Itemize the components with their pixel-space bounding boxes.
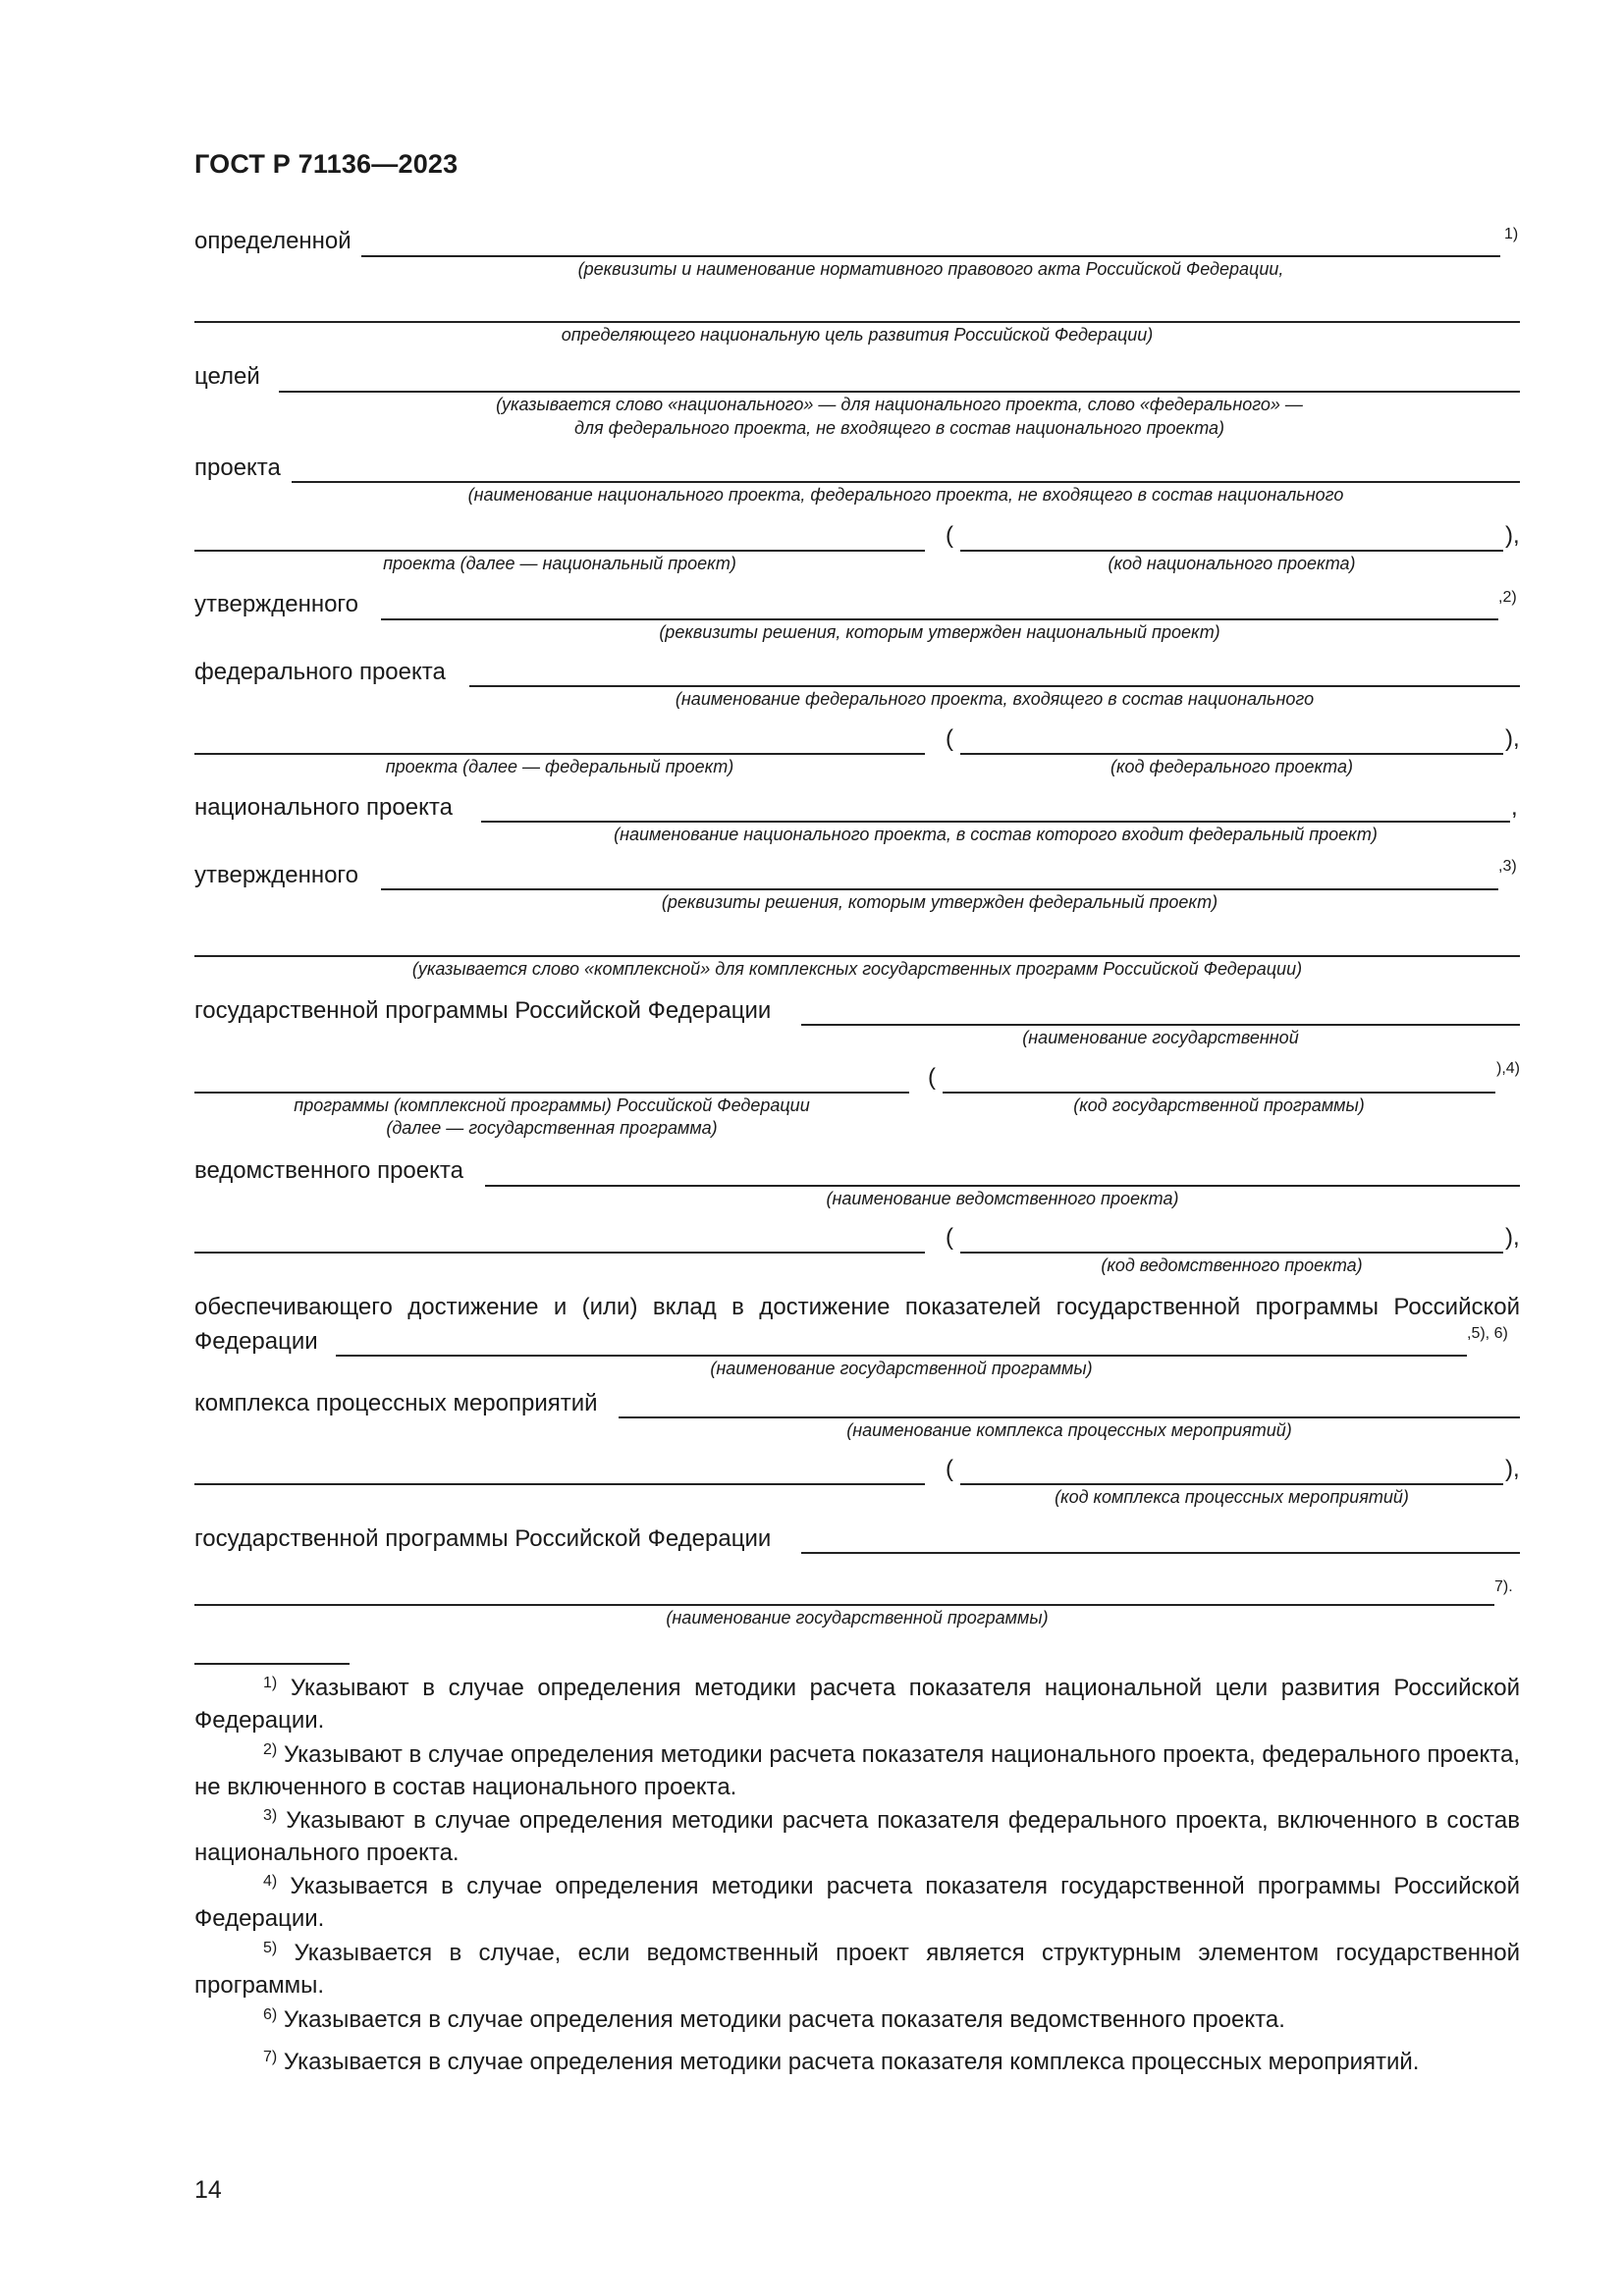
footnote-2: $^{2)}$ Указывают в случае определения методики расчета показателя национального проекта, федерального проекта, не включенного в состав национального проекта.	[194, 1741, 1521, 1800]
footnote-ref-3: ,3)	[1498, 858, 1517, 875]
caption-federal-project-name: (наименование федерального проекта, входящего в состав национального	[675, 689, 1315, 709]
label-federal-project: федерального проекта	[194, 659, 446, 685]
footnote-ref-4: ),4)	[1496, 1060, 1520, 1077]
footnote-7: $^{7)}$ Указывается в случае определения методики расчета показателя комплекса процессных мероприятий.	[263, 2049, 1420, 2075]
caption-departmental-project-code: (код ведомственного проекта)	[1101, 1255, 1363, 1275]
footnote-ref-7: 7).	[1494, 1578, 1513, 1595]
caption-departmental-project: (наименование ведомственного проекта)	[826, 1189, 1179, 1208]
paren-close: ),	[1505, 725, 1520, 752]
caption-national-project-name: (наименование национального проекта, федерального проекта, не входящего в состав национального	[467, 485, 1344, 505]
caption-national-project: проекта (далее — национальный проект)	[383, 554, 736, 573]
label-proekta: проекта	[194, 454, 281, 481]
paren-close: ),	[1505, 1456, 1520, 1482]
label-departmental-project: ведомственного проекта	[194, 1157, 463, 1184]
caption-state-program-code: (код государственной программы)	[1073, 1095, 1365, 1115]
caption-legal-act: (реквизиты и наименование нормативного правового акта Российской Федерации,	[577, 259, 1284, 279]
comma: ,	[1511, 794, 1518, 821]
paren-open: (	[946, 522, 953, 549]
caption-national-project-code: (код национального проекта)	[1108, 554, 1356, 573]
caption-complex-word: (указывается слово «комплексной» для комплексных государственных программ Российской Федерации)	[411, 959, 1303, 979]
caption-federal-project-code: (код федерального проекта)	[1110, 757, 1353, 776]
caption-national-goal: определяющего национальную цель развития Российской Федерации)	[561, 325, 1154, 345]
caption-project-type-1: (указывается слово «национального» — для национального проекта, слово «федерального» —	[496, 395, 1303, 414]
label-federatsii: Федерации	[194, 1328, 318, 1355]
field-process-complex-name-cont[interactable]	[194, 1483, 925, 1485]
caption-parent-state-program: (наименование государственной программы)	[666, 1608, 1049, 1628]
text-ensuring-achievement: обеспечивающего достижение и (или) вклад в достижение показателей государственной программы Российской	[194, 1294, 1520, 1320]
paren-open: (	[946, 1224, 953, 1251]
caption-parent-national-project: (наименование национального проекта, в состав которого входит федеральный проект)	[614, 825, 1378, 844]
label-state-program-2: государственной программы Российской Федерации	[194, 1525, 772, 1552]
caption-state-program-2: (далее — государственная программа)	[386, 1118, 718, 1138]
label-tseley: целей	[194, 363, 260, 390]
footnote-ref-1: 1)	[1504, 226, 1519, 242]
label-utverzhdennogo: утвержденного	[194, 591, 359, 617]
label-opredelennoy: определенной	[194, 228, 352, 254]
footnote-5: $^{5)}$ Указывается в случае, если ведомственный проект является структурным элементом государственной программы.	[194, 1940, 1521, 1999]
caption-state-program-name: (наименование государственной	[1022, 1028, 1299, 1047]
document-header: ГОСТ Р 71136—2023	[194, 149, 459, 179]
paren-open: (	[946, 1456, 953, 1482]
paren-open: (	[946, 725, 953, 752]
footnote-ref-2: ,2)	[1498, 589, 1517, 606]
paren-close: ),	[1505, 1224, 1520, 1251]
caption-process-complex: (наименование комплекса процессных мероприятий)	[846, 1420, 1292, 1440]
caption-federal-approval: (реквизиты решения, которым утвержден федеральный проект)	[661, 892, 1218, 912]
footnote-ref-5-6: ,5), 6)	[1467, 1325, 1508, 1342]
caption-process-complex-code: (код комплекса процессных мероприятий)	[1055, 1487, 1409, 1507]
caption-ensuring-state-program: (наименование государственной программы)	[710, 1359, 1093, 1378]
footnote-6: $^{6)}$ Указывается в случае определения методики расчета показателя ведомственного проекта.	[263, 2006, 1285, 2033]
label-state-program: государственной программы Российской Федерации	[194, 997, 772, 1024]
footnote-1: $^{1)}$ Указывают в случае определения методики расчета показателя национальной цели развития Российской Федерации.	[194, 1675, 1520, 1734]
footnote-4: $^{4)}$ Указывается в случае определения методики расчета показателя государственной программы Российской Федерации.	[194, 1873, 1520, 1932]
caption-national-approval: (реквизиты решения, которым утвержден национальный проект)	[659, 622, 1220, 642]
paren-open: (	[928, 1064, 936, 1091]
field-parent-state-program[interactable]	[801, 1552, 1520, 1554]
field-departmental-project-name-cont[interactable]	[194, 1252, 925, 1254]
label-utverzhdennogo-2: утвержденного	[194, 862, 359, 888]
caption-federal-project: проекта (далее — федеральный проект)	[385, 757, 734, 776]
footnote-3: $^{3)}$ Указывают в случае определения методики расчета показателя федерального проекта, включенного в состав национального проекта.	[194, 1807, 1520, 1866]
paren-close: ),	[1505, 522, 1520, 549]
footnote-separator	[194, 1663, 350, 1665]
caption-state-program-1: программы (комплексной программы) Российской Федерации	[294, 1095, 810, 1115]
label-national-project: национального проекта	[194, 794, 453, 821]
page-number: 14	[194, 2176, 222, 2204]
label-process-complex: комплекса процессных мероприятий	[194, 1390, 598, 1416]
caption-project-type-2: для федерального проекта, не входящего в состав национального проекта)	[573, 418, 1225, 438]
